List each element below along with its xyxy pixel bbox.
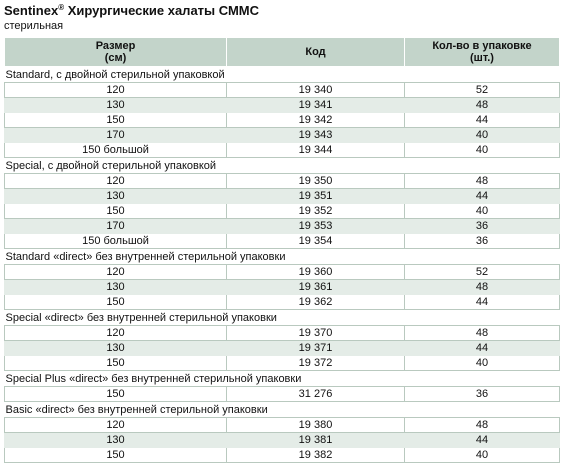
qty-cell: 44 xyxy=(405,113,560,128)
qty-cell: 44 xyxy=(405,295,560,310)
table-row xyxy=(5,174,560,189)
document-header xyxy=(4,3,559,33)
table-row xyxy=(5,326,560,341)
group-label: Special Plus «direct» без внутренней стерильной упаковки xyxy=(5,371,560,387)
code-cell: 19 361 xyxy=(227,280,405,295)
code-cell: 19 342 xyxy=(227,113,405,128)
code-cell: 19 353 xyxy=(227,219,405,234)
size-cell: 130 xyxy=(5,433,227,448)
size-cell: 150 xyxy=(5,448,227,463)
size-cell: 150 xyxy=(5,387,227,402)
table-body xyxy=(5,67,560,463)
size-cell: 150 большой xyxy=(5,143,227,158)
size-cell: 170 xyxy=(5,128,227,143)
table-row xyxy=(5,204,560,219)
group-label: Basic «direct» без внутренней стерильной упаковки xyxy=(5,402,560,418)
qty-cell: 48 xyxy=(405,174,560,189)
table-row xyxy=(5,433,560,448)
table-row xyxy=(5,280,560,295)
code-cell: 31 276 xyxy=(227,387,405,402)
column-header-line: Размер xyxy=(95,40,136,52)
code-cell: 19 382 xyxy=(227,448,405,463)
table-row xyxy=(5,448,560,463)
qty-cell: 36 xyxy=(405,219,560,234)
code-cell: 19 371 xyxy=(227,341,405,356)
code-cell: 19 370 xyxy=(227,326,405,341)
qty-cell: 40 xyxy=(405,204,560,219)
qty-cell: 44 xyxy=(405,433,560,448)
qty-cell: 48 xyxy=(405,280,560,295)
table-row xyxy=(5,113,560,128)
size-cell: 130 xyxy=(5,189,227,204)
table-row xyxy=(5,418,560,433)
size-cell: 150 xyxy=(5,356,227,371)
table-row xyxy=(5,356,560,371)
qty-cell: 40 xyxy=(405,128,560,143)
group-row xyxy=(5,67,560,83)
title-text: Хирургические халаты СММС xyxy=(64,3,260,18)
code-cell: 19 362 xyxy=(227,295,405,310)
code-cell: 19 380 xyxy=(227,418,405,433)
size-cell: 150 большой xyxy=(5,234,227,249)
table-row xyxy=(5,295,560,310)
size-cell: 120 xyxy=(5,326,227,341)
table-row xyxy=(5,265,560,280)
size-cell: 150 xyxy=(5,204,227,219)
code-cell: 19 352 xyxy=(227,204,405,219)
qty-cell: 48 xyxy=(405,98,560,113)
qty-cell: 52 xyxy=(405,83,560,98)
qty-cell: 40 xyxy=(405,356,560,371)
table-row xyxy=(5,219,560,234)
qty-cell: 40 xyxy=(405,143,560,158)
size-cell: 150 xyxy=(5,295,227,310)
group-row xyxy=(5,249,560,265)
group-row xyxy=(5,310,560,326)
qty-cell: 44 xyxy=(405,341,560,356)
table-header-row xyxy=(5,38,560,67)
column-header-line: Код xyxy=(305,46,326,58)
size-cell: 120 xyxy=(5,265,227,280)
code-cell: 19 351 xyxy=(227,189,405,204)
size-cell: 120 xyxy=(5,83,227,98)
table-row xyxy=(5,189,560,204)
code-cell: 19 372 xyxy=(227,356,405,371)
qty-cell: 40 xyxy=(405,448,560,463)
code-cell: 19 341 xyxy=(227,98,405,113)
table-row xyxy=(5,83,560,98)
column-header-2 xyxy=(405,38,560,67)
group-label: Special «direct» без внутренней стерильной упаковки xyxy=(5,310,560,326)
size-cell: 120 xyxy=(5,174,227,189)
registered-mark: ® xyxy=(58,3,65,12)
group-row xyxy=(5,158,560,174)
size-cell: 170 xyxy=(5,219,227,234)
column-header-0 xyxy=(5,38,227,67)
column-header-line: (см) xyxy=(104,52,127,64)
group-label: Standard «direct» без внутренней стерильной упаковки xyxy=(5,249,560,265)
column-header-line: Кол-во в упаковке xyxy=(432,40,532,52)
qty-cell: 48 xyxy=(405,326,560,341)
brand-name: Sentinex xyxy=(4,3,59,18)
table-row xyxy=(5,128,560,143)
table-row xyxy=(5,341,560,356)
qty-cell: 36 xyxy=(405,234,560,249)
table-row xyxy=(5,387,560,402)
qty-cell: 36 xyxy=(405,387,560,402)
code-cell: 19 354 xyxy=(227,234,405,249)
group-row xyxy=(5,371,560,387)
code-cell: 19 381 xyxy=(227,433,405,448)
group-label: Standard, с двойной стерильной упаковкой xyxy=(5,67,560,83)
qty-cell: 52 xyxy=(405,265,560,280)
column-header-line: (шт.) xyxy=(470,52,494,64)
size-cell: 150 xyxy=(5,113,227,128)
table-row xyxy=(5,234,560,249)
table-row xyxy=(5,98,560,113)
size-cell: 120 xyxy=(5,418,227,433)
page-subtitle: стерильная xyxy=(4,20,64,32)
product-table xyxy=(4,37,560,463)
code-cell: 19 360 xyxy=(227,265,405,280)
group-label: Special, с двойной стерильной упаковкой xyxy=(5,158,560,174)
code-cell: 19 344 xyxy=(227,143,405,158)
size-cell: 130 xyxy=(5,280,227,295)
code-cell: 19 350 xyxy=(227,174,405,189)
code-cell: 19 340 xyxy=(227,83,405,98)
page-title xyxy=(4,3,559,19)
size-cell: 130 xyxy=(5,98,227,113)
size-cell: 130 xyxy=(5,341,227,356)
table-row xyxy=(5,143,560,158)
qty-cell: 44 xyxy=(405,189,560,204)
qty-cell: 48 xyxy=(405,418,560,433)
group-row xyxy=(5,402,560,418)
column-header-1 xyxy=(227,38,405,67)
code-cell: 19 343 xyxy=(227,128,405,143)
